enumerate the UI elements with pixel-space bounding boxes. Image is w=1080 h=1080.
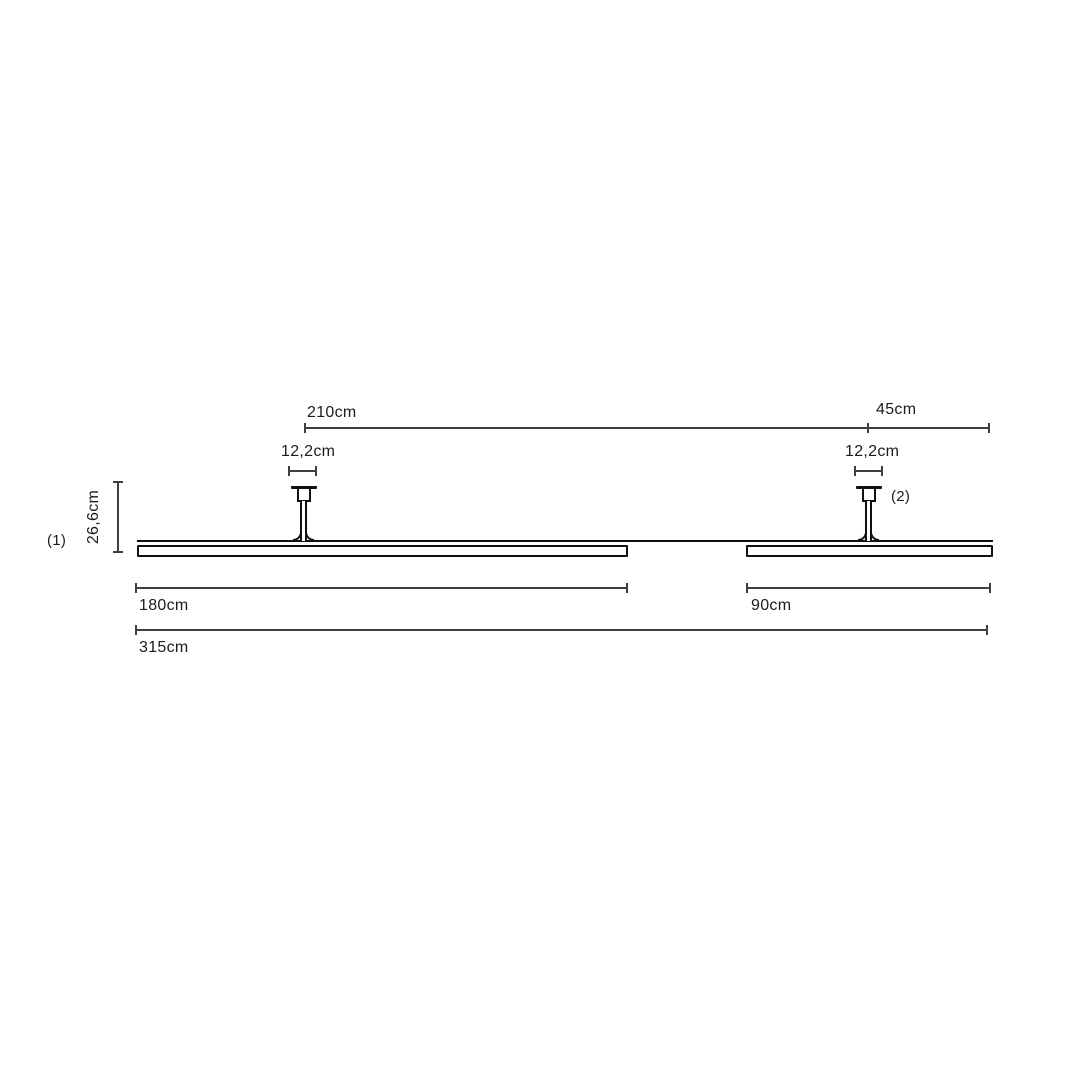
- dim-label-12-2cm-right: 12,2cm: [845, 443, 900, 460]
- dim-tick: [315, 466, 317, 476]
- dim-tick: [986, 625, 988, 635]
- dim-tick: [626, 583, 628, 593]
- dim-tick: [113, 481, 123, 483]
- dim-label-26-6cm: 26,6cm: [85, 489, 102, 545]
- dim-tick: [989, 583, 991, 593]
- dim-tick: [288, 466, 290, 476]
- dim-tick: [304, 423, 306, 433]
- dim-label-315cm: 315cm: [139, 639, 189, 656]
- dim-line-90: [747, 587, 991, 589]
- dim-line-canopy-left: [289, 470, 317, 472]
- dim-tick: [854, 466, 856, 476]
- dim-line-height: [117, 482, 119, 552]
- reference-label-1: (1): [47, 532, 67, 549]
- lamp-bar-left-section: [137, 545, 628, 557]
- dim-tick: [135, 583, 137, 593]
- dim-tick: [867, 423, 869, 433]
- dim-label-90cm: 90cm: [751, 597, 792, 614]
- dim-tick: [135, 625, 137, 635]
- reference-label-2: (2): [891, 488, 911, 505]
- dim-label-12-2cm-left: 12,2cm: [281, 443, 336, 460]
- dim-tick: [988, 423, 990, 433]
- dim-tick: [113, 551, 123, 553]
- dim-tick: [746, 583, 748, 593]
- dim-label-210cm: 210cm: [307, 404, 357, 421]
- dim-line-180: [136, 587, 628, 589]
- dim-tick: [881, 466, 883, 476]
- dim-line-top: [305, 427, 990, 429]
- dim-label-45cm: 45cm: [876, 401, 917, 418]
- dim-line-315: [136, 629, 988, 631]
- dim-label-180cm: 180cm: [139, 597, 189, 614]
- dim-line-canopy-right: [855, 470, 883, 472]
- lamp-bar-right-section: [746, 545, 993, 557]
